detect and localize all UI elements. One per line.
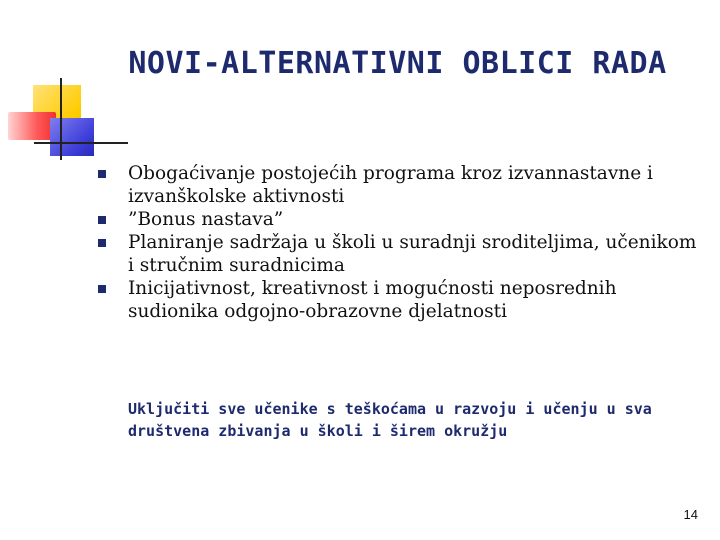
bullet-item (98, 162, 698, 208)
red-square (8, 112, 56, 140)
square-bullet-icon (98, 285, 106, 293)
bullet-text: Inicijativnost, kreativnost i mogućnosti neposrednih sudionika odgojno-obrazovne djelatnosti (128, 278, 617, 322)
slide-title: NOVI-ALTERNATIVNI OBLICI RADA (128, 46, 667, 81)
bullet-text: ”Bonus nastava” (128, 209, 284, 230)
decorative-squares-logo (0, 0, 130, 170)
highlight-note: Uključiti sve učenike s teškoćama u razvoju i učenju u sva društvena zbivanja u školi i širem okružju (128, 400, 652, 440)
bullet-item (98, 231, 698, 277)
page-number: 14 (683, 507, 698, 522)
vertical-line (60, 78, 62, 160)
square-bullet-icon (98, 239, 106, 247)
square-bullet-icon (98, 216, 106, 224)
square-bullet-icon (98, 170, 106, 178)
bullet-item (98, 208, 698, 231)
bullet-item (98, 277, 698, 323)
bullet-text: Planiranje sadržaja u školi u suradnji sroditeljima, učenikom i stručnim suradnicima (128, 232, 697, 276)
bullet-text: Obogaćivanje postojećih programa kroz izvannastavne i izvanškolske aktivnosti (128, 163, 653, 207)
bullet-list (98, 162, 698, 323)
blue-square (50, 118, 94, 156)
horizontal-line (34, 142, 128, 144)
